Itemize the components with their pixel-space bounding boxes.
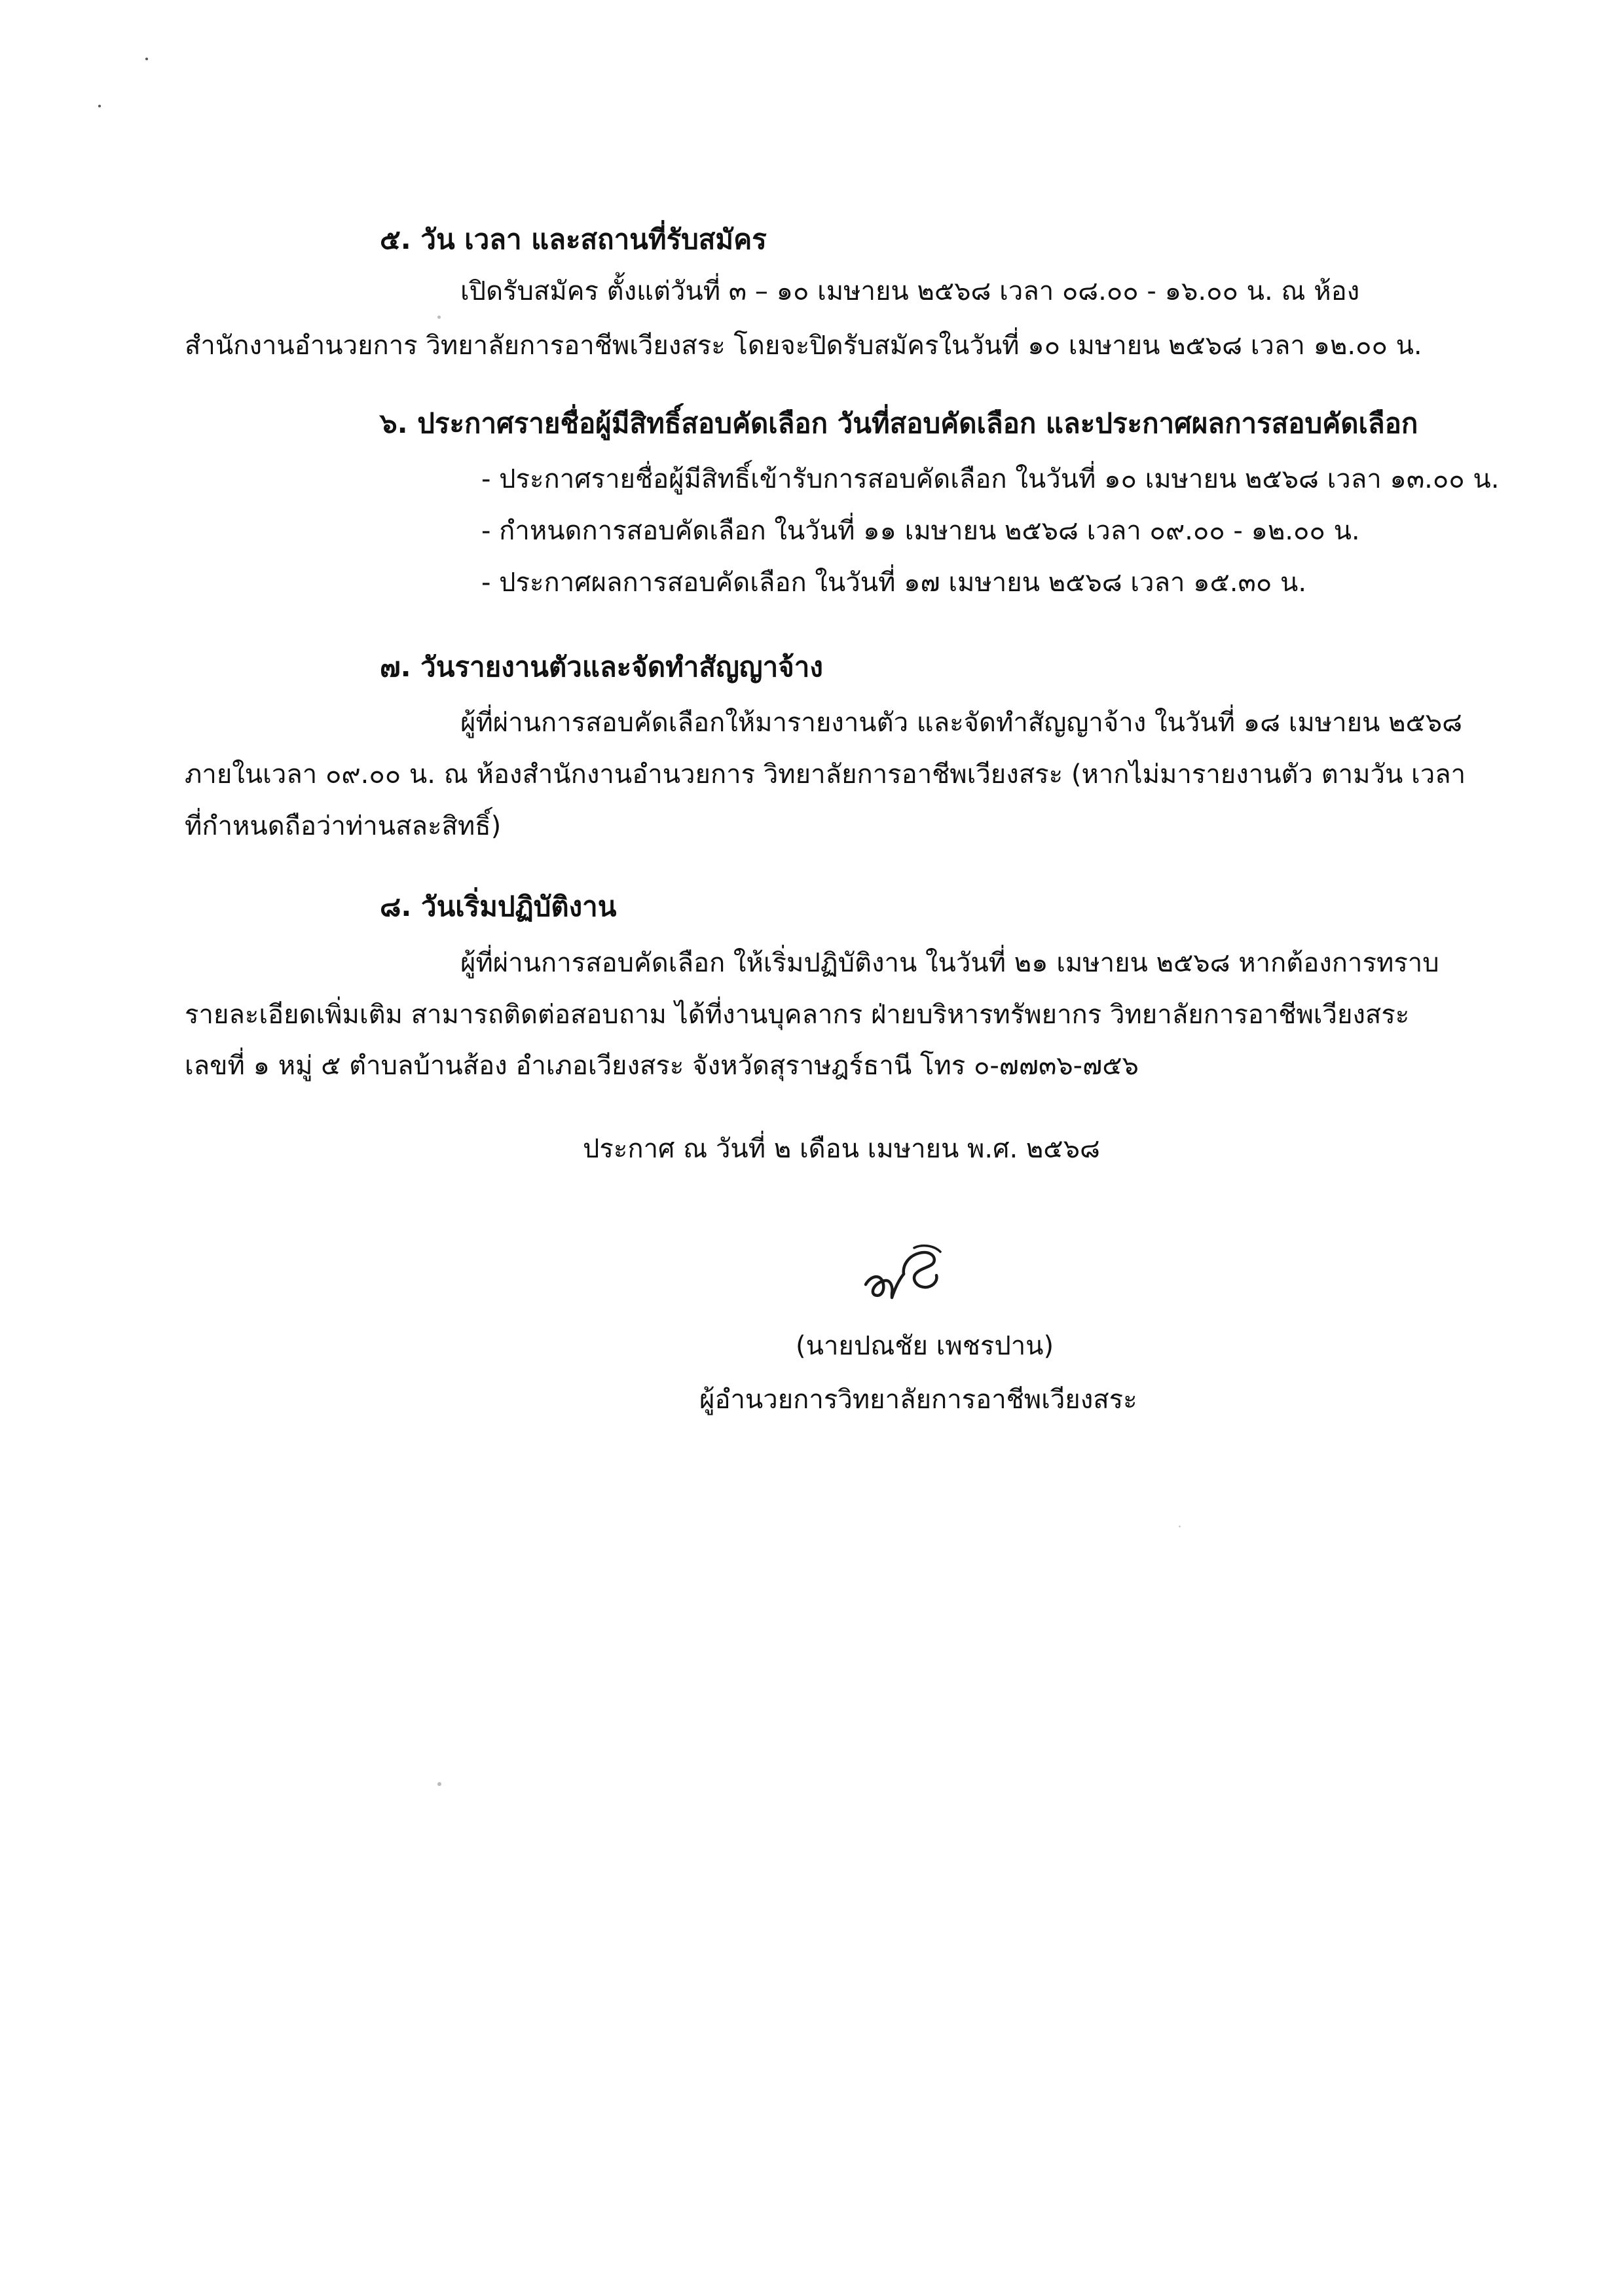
signatory-name: (นายปณชัย เพชรปาน): [796, 1331, 1054, 1361]
section-6-item-2: - กำหนดการสอบคัดเลือก ในวันที่ ๑๑ เมษายน ๒๕๖๘ เวลา ๐๙.๐๐ - ๑๒.๐๐ น.: [481, 516, 1360, 546]
scan-speck: [145, 58, 148, 60]
section-5-line-2: สำนักงานอำนวยการ วิทยาลัยการอาชีพเวียงสระ โดยจะปิดรับสมัครในวันที่ ๑๐ เมษายน ๒๕๖๘ เวลา ๑๒.๐๐ น.: [185, 331, 1422, 361]
scan-speck: [437, 1782, 441, 1786]
signature-mark: [857, 1241, 948, 1304]
section-7-line-3: ที่กำหนดถือว่าท่านสละสิทธิ์): [185, 811, 502, 841]
scan-speck: [1179, 1525, 1181, 1527]
section-6-item-3: - ประกาศผลการสอบคัดเลือก ในวันที่ ๑๗ เมษายน ๒๕๖๘ เวลา ๑๕.๓๐ น.: [481, 568, 1307, 598]
section-8-line-2: รายละเอียดเพิ่มเติม สามารถติดต่อสอบถาม ได้ที่งานบุคลากร ฝ่ายบริหารทรัพยากร วิทยาลัยการอาชีพเวียงสระ: [185, 1000, 1410, 1030]
section-6-heading: ๖. ประกาศรายชื่อผู้มีสิทธิ์สอบคัดเลือก วันที่สอบคัดเลือก และประกาศผลการสอบคัดเลือก: [380, 407, 1418, 439]
section-8-heading: ๘. วันเริ่มปฏิบัติงาน: [380, 890, 617, 922]
section-5-line-1: เปิดรับสมัคร ตั้งแต่วันที่ ๓ – ๑๐ เมษายน ๒๕๖๘ เวลา ๐๘.๐๐ - ๑๖.๐๐ น. ณ ห้อง: [460, 276, 1360, 306]
scan-speck: [98, 105, 101, 107]
announcement-date: ประกาศ ณ วันที่ ๒ เดือน เมษายน พ.ศ. ๒๕๖๘: [583, 1134, 1100, 1164]
signatory-position: ผู้อำนวยการวิทยาลัยการอาชีพเวียงสระ: [699, 1385, 1137, 1415]
section-5-heading: ๕. วัน เวลา และสถานที่รับสมัคร: [380, 223, 767, 255]
section-7-line-1: ผู้ที่ผ่านการสอบคัดเลือกให้มารายงานตัว และจัดทำสัญญาจ้าง ในวันที่ ๑๘ เมษายน ๒๕๖๘: [460, 708, 1462, 738]
scan-speck: [437, 316, 441, 319]
section-6-item-1: - ประกาศรายชื่อผู้มีสิทธิ์เข้ารับการสอบคัดเลือก ในวันที่ ๑๐ เมษายน ๒๕๖๘ เวลา ๑๓.๐๐ น.: [481, 464, 1500, 494]
section-7-line-2: ภายในเวลา ๐๙.๐๐ น. ณ ห้องสำนักงานอำนวยการ วิทยาลัยการอาชีพเวียงสระ (หากไม่มารายงานตัว ตามวัน เวลา: [185, 759, 1466, 790]
section-8-line-1: ผู้ที่ผ่านการสอบคัดเลือก ให้เริ่มปฏิบัติงาน ในวันที่ ๒๑ เมษายน ๒๕๖๘ หากต้องการทราบ: [460, 948, 1439, 978]
section-8-line-3: เลขที่ ๑ หมู่ ๕ ตำบลบ้านส้อง อำเภอเวียงสระ จังหวัดสุราษฎร์ธานี โทร ๐-๗๗๓๖-๗๕๖: [185, 1051, 1139, 1081]
section-7-heading: ๗. วันรายงานตัวและจัดทำสัญญาจ้าง: [380, 651, 823, 683]
